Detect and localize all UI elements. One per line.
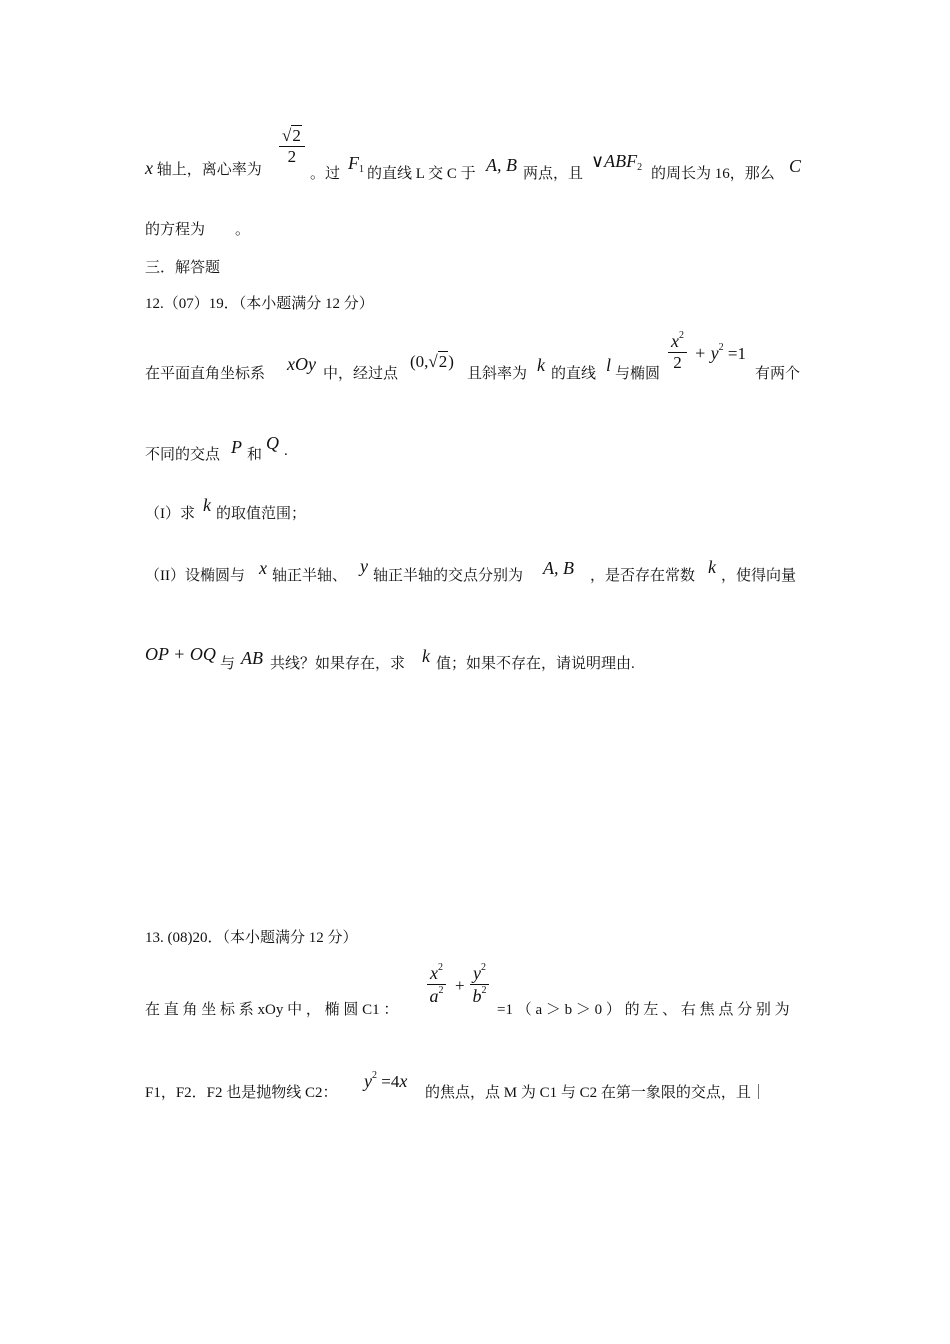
q12-part2-text-e: ，使得向量	[721, 568, 797, 584]
q12-period: .	[284, 443, 288, 459]
q11-text-2: 。过	[310, 166, 341, 182]
q12-text-3b: 共线？如果存在，求	[270, 656, 406, 672]
q12-Q: Q	[266, 433, 279, 453]
q12-line2: 不同的交点	[145, 447, 221, 463]
q12-part2-y: y	[360, 556, 368, 576]
q12-text-b: 中，经过点	[323, 366, 399, 382]
q12-text-d: 的直线	[551, 366, 597, 382]
q12-with: 与	[220, 656, 236, 672]
q11-line2: 的方程为 。	[145, 222, 251, 238]
q11-text-5: 的周长为 16，那么	[651, 166, 775, 182]
q12-text-c: 且斜率为	[467, 366, 528, 382]
q11-AB: A, B	[486, 155, 517, 175]
q11-text-3: 的直线 L 交 C 于	[367, 166, 476, 182]
q12-part1-text: 的取值范围；	[216, 506, 307, 522]
q12-ellipse-fraction: $x^2$ 2	[668, 330, 687, 373]
q12-k-value: k	[422, 646, 430, 666]
q12-vector-sum: OP + OQ	[145, 644, 216, 664]
q13-line2-a: F1，F2．F2 也是抛物线 C2：	[145, 1085, 338, 1101]
q12-point: (0,√2)	[410, 352, 454, 371]
q13-plus: +	[455, 976, 465, 995]
q12-part2-AB: A, B	[543, 558, 574, 578]
q11-ecc-numerator: √2	[282, 126, 301, 145]
q13-line1-a: 在 直 角 坐 标 系 xOy 中 ， 椭 圆 C1 ：	[145, 1002, 399, 1018]
q12-part2-k: k	[708, 557, 716, 577]
q13-line2-b: 的焦点，点 M 为 C1 与 C2 在第一象限的交点，且｜	[425, 1085, 766, 1101]
q13-parabola: $y^2 =4x$	[364, 1070, 408, 1091]
q13-frac-x-a: $x^2$ $a^2$	[427, 962, 446, 1007]
q12-part2-text-b: 轴正半轴、	[272, 568, 348, 584]
q12-xOy: xOy	[287, 354, 316, 374]
section-heading: 三．解答题	[145, 260, 221, 276]
q13-header: 13. (08)20．（本小题满分 12 分）	[145, 930, 358, 946]
q12-part1: （I）求	[145, 506, 195, 522]
q12-and: 和	[247, 447, 263, 463]
q12-header: 12.（07）19．（本小题满分 12 分）	[145, 296, 374, 312]
q12-ellipse-rest: + $y^2 =1$	[694, 342, 746, 363]
q12-line1: 在平面直角坐标系	[145, 366, 266, 382]
q12-k: k	[537, 355, 545, 375]
q11-F1: $F_1$	[348, 153, 364, 175]
q12-part2-text-d: ，是否存在常数	[590, 568, 696, 584]
q12-part2-text-c: 轴正半轴的交点分别为	[373, 568, 524, 584]
q12-part2-x: x	[259, 558, 267, 578]
q12-part1-k: k	[203, 495, 211, 515]
q11-ecc-denominator: 2	[287, 147, 297, 166]
q11-line1	[145, 158, 262, 179]
q13-line1-b: =1 （ a ＞ b ＞ 0 ） 的 左 、 右 焦 点 分 别 为	[497, 1002, 790, 1018]
q12-P: P	[231, 437, 242, 457]
q11-triangle-ABF2: $\vee ABF_2$	[591, 151, 643, 173]
q12-text-3c: 值；如果不存在，请说明理由.	[436, 656, 635, 672]
q11-text-1: 轴上，离心率为	[156, 162, 262, 178]
q12-l: l	[606, 355, 612, 375]
q11-text-4: 两点，且	[523, 166, 584, 182]
q12-text-f: 有两个	[755, 366, 801, 382]
q13-frac-y-b: $y^2$ $b^2$	[470, 962, 489, 1007]
q12-AB-vector: AB	[241, 648, 263, 668]
q11-x-var: x	[145, 158, 153, 178]
q11-eccentricity-fraction	[279, 126, 305, 167]
q12-text-e: 与椭圆	[615, 366, 661, 382]
q12-part2: （II）设椭圆与	[145, 568, 245, 584]
q11-C: C	[789, 156, 802, 176]
